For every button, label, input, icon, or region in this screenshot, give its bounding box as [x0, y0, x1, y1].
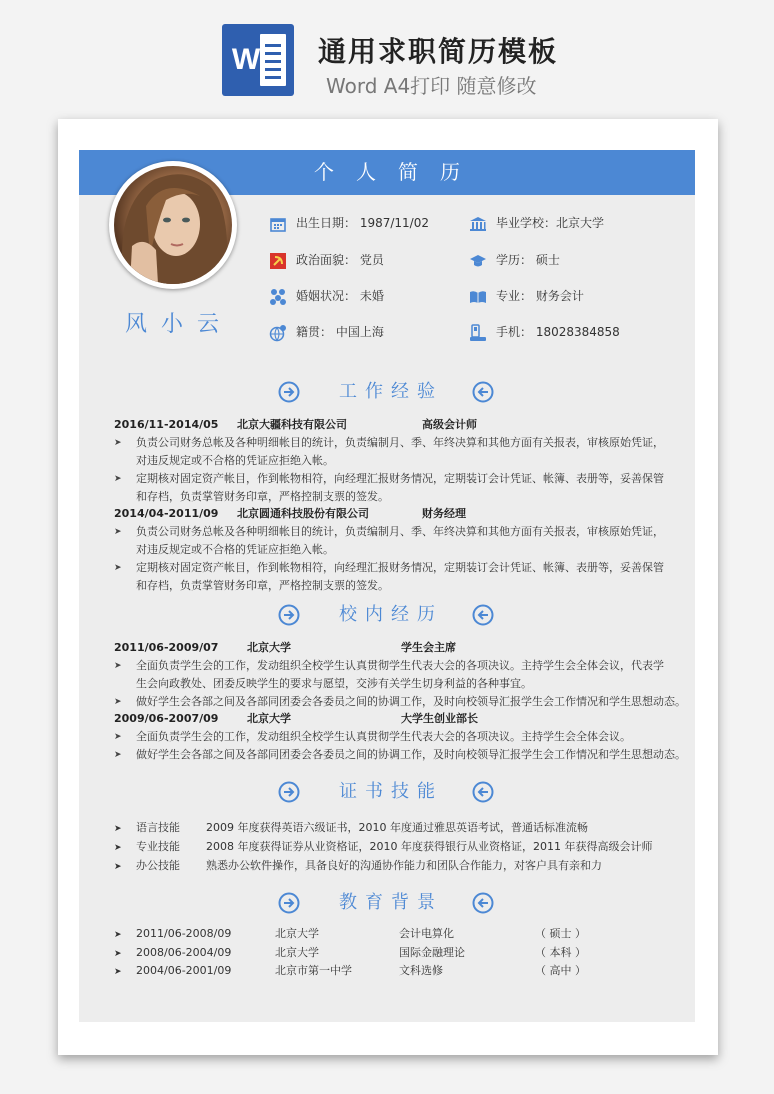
- job-1-company: 北京大疆科技有限公司: [237, 418, 347, 431]
- globe-pin-icon: [269, 324, 287, 342]
- arrow-left-icon: [472, 604, 494, 626]
- info-birth: 出生日期： 1987/11/02: [269, 213, 429, 233]
- arrow-left-icon: [472, 781, 494, 803]
- skill-1-label: 语言技能: [136, 821, 180, 834]
- skill-3-text: 熟悉办公软件操作，具备良好的沟通协作能力和团队合作能力，对客户具有亲和力: [206, 859, 602, 872]
- skill-3-label: 办公技能: [136, 859, 180, 872]
- job-2-period: 2014/04-2011/09: [114, 507, 219, 520]
- section-skills-header: [79, 777, 695, 807]
- edu-2-degree: （ 本科 ）: [535, 946, 586, 959]
- phone-icon: [469, 324, 487, 342]
- info-school: 毕业学校：北京大学: [469, 213, 604, 233]
- list-item: ➤: [114, 967, 122, 977]
- list-item: ➤: [114, 949, 122, 959]
- section-education-header: [79, 888, 695, 918]
- campus-2-role: 大学生创业部长: [401, 712, 478, 725]
- edu-2-period: 2008/06-2004/09: [136, 946, 232, 959]
- rings-icon: [269, 288, 287, 306]
- info-origin: 籍贯： 中国上海: [269, 322, 384, 342]
- edu-3-school: 北京市第一中学: [275, 964, 352, 977]
- campus-2-org: 北京大学: [247, 712, 291, 725]
- job-1-period: 2016/11-2014/05: [114, 418, 219, 431]
- avatar: [109, 161, 237, 289]
- skill-2-text: 2008 年度获得证券从业资格证，2010 年度获得银行从业资格证，2011 年获得高级会计师: [206, 840, 653, 853]
- graduation-cap-icon: [469, 252, 487, 270]
- section-work-title: 工作经验: [339, 381, 443, 402]
- info-major: 专业： 财务会计: [469, 286, 584, 306]
- edu-2-school: 北京大学: [275, 946, 319, 959]
- section-education-title: 教育背景: [339, 892, 443, 913]
- edu-1-school: 北京大学: [275, 927, 319, 940]
- section-skills-title: 证书技能: [339, 781, 443, 802]
- resume-panel: [79, 150, 695, 1022]
- campus-2-period: 2009/06-2007/09: [114, 712, 219, 725]
- list-item: ➤: [114, 862, 122, 872]
- list-item: ➤ 做好学生会各部之间及各部同团委会各委员之间的协调工作，及时向校领导汇报学生会工作情况和学生思想动态。: [114, 695, 686, 708]
- list-item: ➤ 定期核对固定资产帐目，作到帐物相符，向经理汇报财务情况，定期装订会计凭证、帐簿、表册等，妥善保管和存档，负责掌管财务印章，严格控制支票的签发。: [114, 472, 664, 503]
- list-item: ➤ 负责公司财务总帐及各种明细帐目的统计，负责编制月、季、年终决算和其他方面有关报表，审核原始凭证，对违反规定或不合格的凭证应拒绝入帐。: [114, 525, 664, 556]
- skill-2-label: 专业技能: [136, 840, 180, 853]
- campus-1-role: 学生会主席: [401, 641, 456, 654]
- list-item: ➤ 全面负责学生会的工作，发动组织全校学生认真贯彻学生代表大会的各项决议。主持学生会全体会议。: [114, 730, 631, 743]
- arrow-left-icon: [472, 892, 494, 914]
- campus-1-period: 2011/06-2009/07: [114, 641, 219, 654]
- list-item: ➤: [114, 824, 122, 834]
- resume-title: 个人简历: [79, 150, 695, 195]
- resume-paper: [58, 119, 718, 1055]
- building-icon: [469, 215, 487, 233]
- list-item: ➤: [114, 930, 122, 940]
- section-campus-header: [79, 600, 695, 630]
- party-emblem-icon: [269, 252, 287, 270]
- list-item: ➤: [114, 843, 122, 853]
- job-2-position: 财务经理: [422, 507, 466, 520]
- promo-header: [0, 0, 774, 112]
- book-icon: [469, 288, 487, 306]
- section-work-header: [79, 377, 695, 407]
- word-logo-letter: W: [231, 43, 261, 76]
- info-phone: 手机： 18028384858: [469, 322, 620, 342]
- edu-3-period: 2004/06-2001/09: [136, 964, 232, 977]
- list-item: ➤ 负责公司财务总帐及各种明细帐目的统计，负责编制月、季、年终决算和其他方面有关报表，审核原始凭证，对违反规定或不合格的凭证应拒绝入帐。: [114, 436, 664, 467]
- candidate-name: 风小云: [124, 312, 233, 337]
- promo-title: 通用求职简历模板: [318, 35, 559, 68]
- skill-1-text: 2009 年度获得英语六级证书，2010 年度通过雅思英语考试，普通话标准流畅: [206, 821, 588, 834]
- edu-1-major: 会计电算化: [399, 927, 454, 940]
- arrow-left-icon: [472, 381, 494, 403]
- info-politics: 政治面貌： 党员: [269, 250, 384, 270]
- calendar-icon: [269, 215, 287, 233]
- list-item: ➤ 全面负责学生会的工作，发动组织全校学生认真贯彻学生代表大会的各项决议。主持学生会全体会议，代表学生会向政教处、团委反映学生的要求与愿望，交涉有关学生切身利益的各种事宜。: [114, 659, 664, 690]
- word-icon: [222, 24, 294, 96]
- campus-1-org: 北京大学: [247, 641, 291, 654]
- job-2-company: 北京圆通科技股份有限公司: [237, 507, 369, 520]
- edu-3-degree: （ 高中 ）: [535, 964, 586, 977]
- edu-3-major: 文科选修: [399, 964, 443, 977]
- info-degree: 学历： 硕士: [469, 250, 560, 270]
- info-marital: 婚姻状况： 未婚: [269, 286, 384, 306]
- edu-1-period: 2011/06-2008/09: [136, 927, 232, 940]
- list-item: ➤ 做好学生会各部之间及各部同团委会各委员之间的协调工作，及时向校领导汇报学生会工作情况和学生思想动态。: [114, 748, 686, 761]
- edu-2-major: 国际金融理论: [399, 946, 465, 959]
- section-campus-title: 校内经历: [339, 604, 443, 625]
- list-item: ➤ 定期核对固定资产帐目，作到帐物相符，向经理汇报财务情况，定期装订会计凭证、帐簿、表册等，妥善保管和存档，负责掌管财务印章，严格控制支票的签发。: [114, 561, 664, 592]
- edu-1-degree: （ 硕士 ）: [535, 927, 586, 940]
- promo-subtitle: Word A4打印 随意修改: [326, 74, 537, 98]
- job-1-position: 高级会计师: [422, 418, 477, 431]
